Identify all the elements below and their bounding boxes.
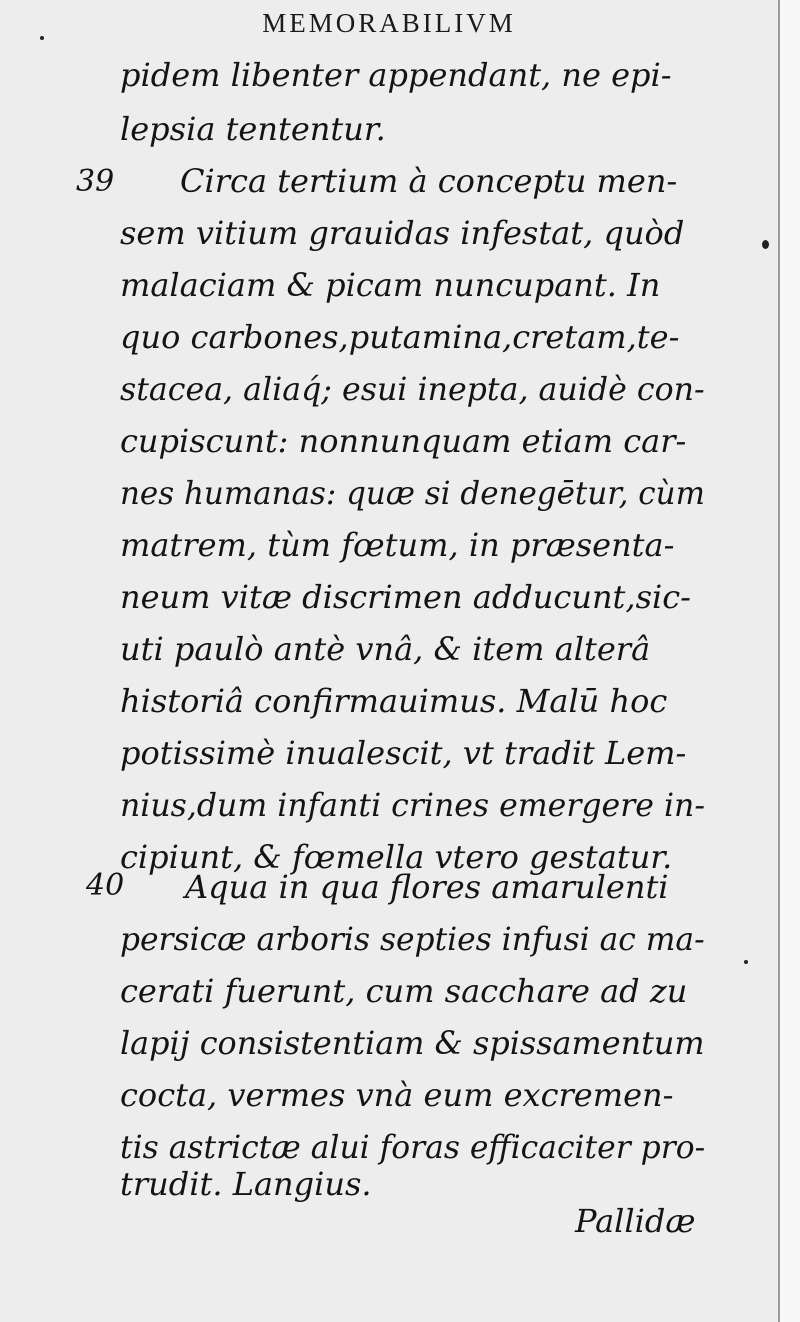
text-line: lepsia tententur.: [120, 110, 386, 148]
text-line: quo carbones,putamina,cretam,te-: [120, 318, 680, 356]
text-line: uti paulò antè vnâ, & item alterâ: [120, 630, 651, 668]
text-line: tis astrictæ alui foras efficaciter pro-: [120, 1128, 706, 1166]
text-line: pidem libenter appendant, ne epi-: [120, 56, 672, 94]
text-line: trudit. Langius.: [120, 1165, 372, 1203]
entry-number-39: 39: [76, 164, 115, 199]
text-line: Circa tertium à conceptu men-: [180, 162, 678, 200]
text-line: cerati fuerunt, cum sacchare ad zu: [120, 972, 688, 1010]
text-line: cocta, vermes vnà eum excremen-: [120, 1076, 674, 1114]
page-edge: [778, 0, 800, 1322]
text-line: neum vitæ discrimen adducunt,sic-: [120, 578, 691, 616]
ink-speck: [762, 240, 769, 249]
text-line: sem vitium grauidas infestat, quòd: [120, 214, 685, 252]
running-header: MEMORABILIVM: [262, 8, 516, 38]
catchword: Pallidæ: [575, 1202, 696, 1240]
text-line: Aqua in qua flores amarulenti: [185, 868, 669, 906]
text-line: matrem, tùm fœtum, in præsenta-: [120, 526, 675, 564]
text-line: cipiunt, & fœmella vtero gestatur.: [120, 838, 673, 876]
text-line: lapij consistentiam & spissamentum: [120, 1024, 705, 1062]
text-line: nes humanas: quæ si denegētur, cùm: [120, 474, 705, 512]
text-line: persicæ arboris septies infusi ac ma-: [120, 920, 705, 958]
text-line: malaciam & picam nuncupant. In: [120, 266, 661, 304]
text-line: potissimè inualescit, vt tradit Lem-: [120, 734, 687, 772]
ink-speck: [744, 960, 748, 964]
ink-speck: [40, 36, 44, 40]
text-line: nius,dum infanti crines emergere in-: [120, 786, 705, 824]
entry-number-40: 40: [86, 868, 125, 903]
text-line: stacea, aliaq́; esui inepta, auidè con-: [120, 370, 705, 408]
text-line: cupiscunt: nonnunquam etiam car-: [120, 422, 687, 460]
text-line: historiâ confirmauimus. Malū hoc: [120, 682, 668, 720]
